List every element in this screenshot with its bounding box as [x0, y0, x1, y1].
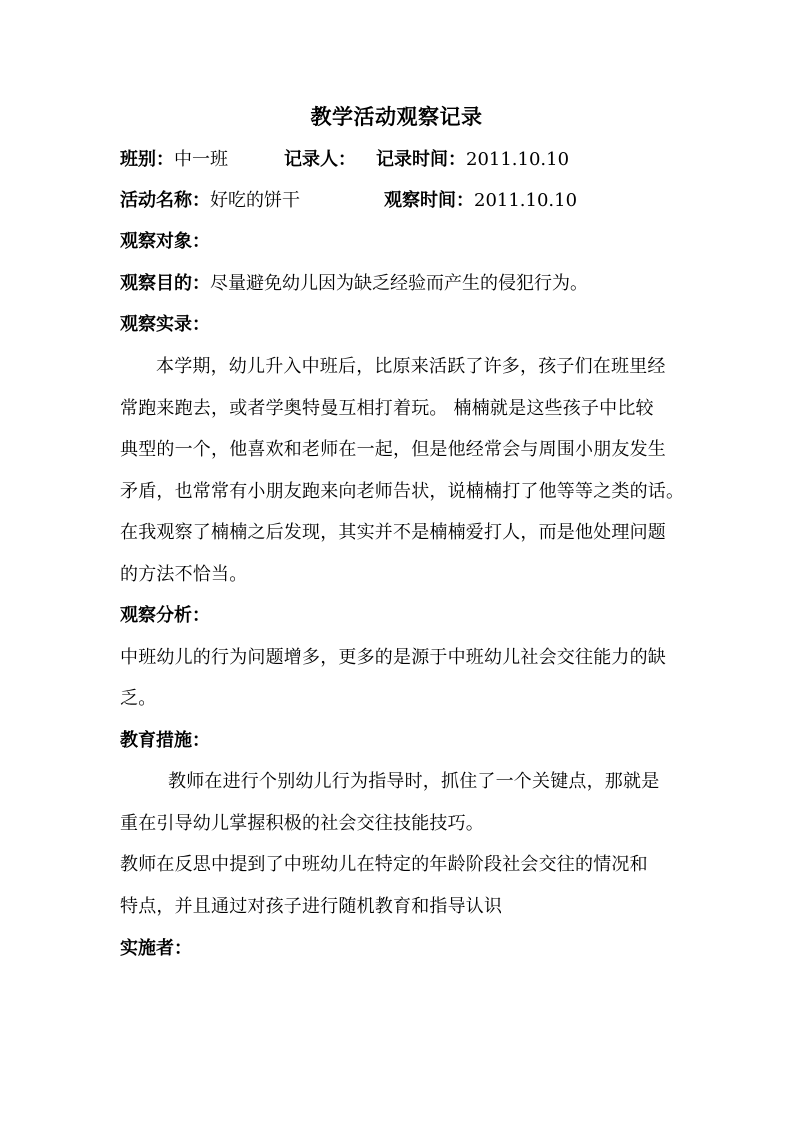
header-row-activity [120, 189, 577, 213]
record-line: 本学期，幼儿升入中班后，比原来活跃了许多，孩子们在班里经 [156, 356, 666, 377]
purpose-value: 尽量避免幼儿因为缺乏经验而产生的侵犯行为。 [210, 273, 588, 294]
record-line: 常跑来跑去，或者学奥特曼互相打着玩。 楠楠就是这些孩子中比较 [120, 398, 654, 419]
observe-time-value: 2011.10.10 [474, 190, 578, 211]
implementer-label: 实施者： [120, 938, 192, 959]
record-time-value: 2011.10.10 [466, 149, 570, 170]
record-line: 矛盾，也常常有小朋友跑来向老师告状，说楠楠打了他等等之类的话。 [120, 481, 685, 502]
record-line: 典型的一个，他喜欢和老师在一起，但是他经常会与周围小朋友发生 [120, 439, 666, 460]
header-row-purpose [120, 272, 588, 296]
activity-value: 好吃的饼干 [210, 190, 300, 211]
measures-line: 重在引导幼儿掌握积极的社会交往技能技巧。 [120, 813, 484, 834]
recorder-label: 记录人： [284, 149, 356, 170]
measures-line: 教师在进行个别幼儿行为指导时，抓住了一个关键点，那就是 [168, 771, 660, 792]
record-time-label: 记录时间： [376, 149, 466, 170]
measures-heading: 教育措施： [120, 730, 210, 751]
class-value: 中一班 [174, 149, 228, 170]
subject-label: 观察对象： [120, 231, 210, 252]
measures-line: 特点，并且通过对孩子进行随机教育和指导认识 [120, 896, 503, 917]
class-label: 班别： [120, 149, 174, 170]
record-line: 在我观察了楠楠之后发现，其实并不是楠楠爱打人，而是他处理问题 [120, 522, 666, 543]
record-heading: 观察实录： [120, 314, 210, 335]
header-row-class [120, 148, 569, 172]
analysis-line: 乏。 [120, 688, 157, 709]
observe-time-label: 观察时间： [384, 190, 474, 211]
purpose-label: 观察目的： [120, 273, 210, 294]
activity-label: 活动名称： [120, 190, 210, 211]
header-row-subject [120, 230, 210, 254]
analysis-heading: 观察分析： [120, 605, 210, 626]
measures-line: 教师在反思中提到了中班幼儿在特定的年龄阶段社会交往的情况和 [120, 854, 648, 875]
document-title: 教学活动观察记录 [310, 104, 483, 129]
record-line: 的方法不恰当。 [120, 564, 248, 585]
analysis-line: 中班幼儿的行为问题增多，更多的是源于中班幼儿社会交往能力的缺 [120, 647, 666, 668]
